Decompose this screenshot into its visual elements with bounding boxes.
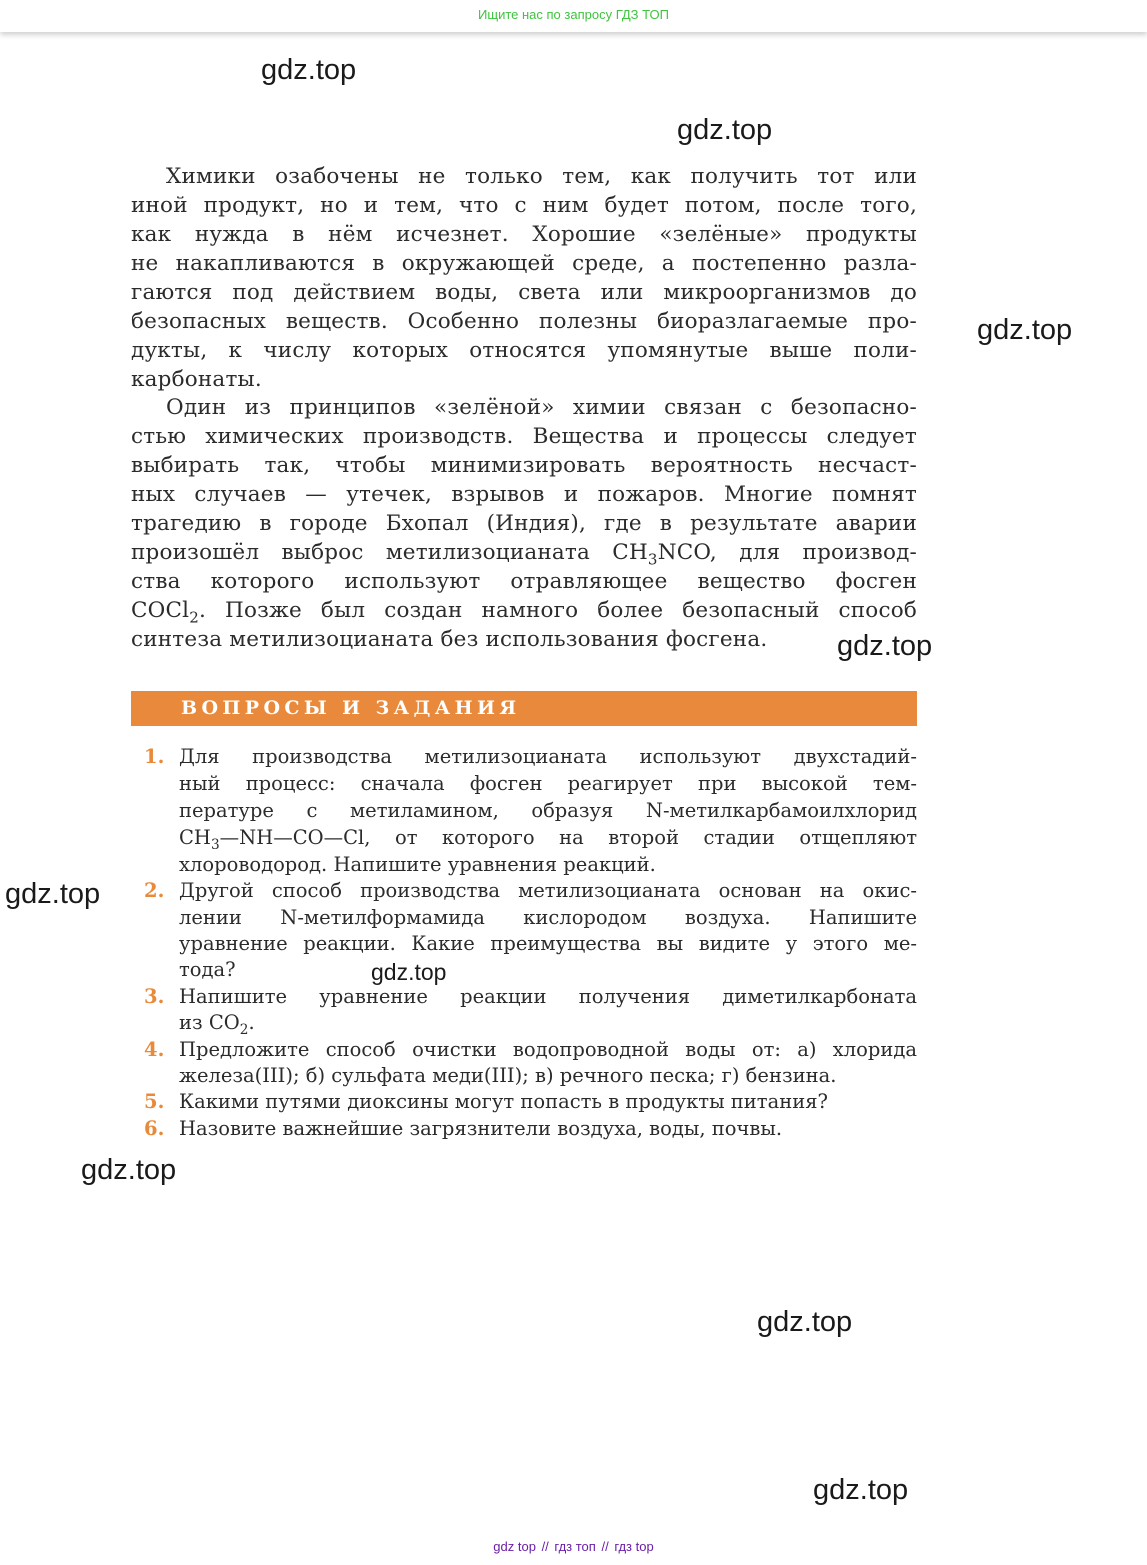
watermark: gdz.top bbox=[757, 1306, 853, 1338]
question-line: Напишите уравнение реакции получения диметилкарбоната bbox=[179, 985, 917, 1008]
question-number: 5. bbox=[144, 1090, 165, 1113]
question-line: Назовите важнейшие загрязнители воздуха, воды, почвы. bbox=[179, 1117, 783, 1140]
question-line: ный процесс: сначала фосген реагирует при высокой тем- bbox=[179, 772, 917, 795]
text-line bbox=[131, 538, 917, 567]
question-line: Предложите способ очистки водопроводной воды от: а) хлорида bbox=[179, 1038, 917, 1061]
subscript: 3 bbox=[210, 836, 220, 853]
question-line: пературе с метиламином, образуя N-метилкарбамоилхлорид bbox=[179, 799, 917, 822]
subscript: 2 bbox=[189, 608, 199, 627]
text-line: не накапливаются в окружающей среде, а постепенно разла- bbox=[131, 251, 917, 276]
text-segment: из CO bbox=[179, 1011, 240, 1034]
subscript: 2 bbox=[239, 1021, 249, 1038]
text-segment: NCO, для производ- bbox=[657, 540, 917, 565]
subscript: 3 bbox=[647, 550, 658, 569]
text-line: карбонаты. bbox=[131, 367, 262, 392]
watermark: gdz.top bbox=[977, 314, 1073, 346]
question-line: Другой способ производства метилизоцианата основан на окис- bbox=[179, 879, 917, 902]
question-line bbox=[179, 825, 917, 851]
question-number: 4. bbox=[144, 1038, 165, 1061]
footer-separator: // bbox=[541, 1539, 549, 1554]
text-segment: произошёл выброс метилизоцианата CH bbox=[131, 540, 648, 565]
text-line: Химики озабочены не только тем, как получить тот или bbox=[166, 164, 917, 189]
text-line: гаются под действием воды, света или микроорганизмов до bbox=[131, 280, 917, 305]
watermark: gdz.top bbox=[371, 959, 447, 985]
watermark: gdz.top bbox=[837, 630, 933, 662]
watermark: gdz.top bbox=[81, 1154, 177, 1186]
watermark: gdz.top bbox=[5, 878, 101, 910]
footer-links bbox=[0, 1539, 1147, 1554]
watermark: gdz.top bbox=[813, 1474, 909, 1506]
question-line: тода? bbox=[179, 958, 236, 981]
text-segment: . bbox=[248, 1011, 255, 1034]
text-line: трагедию в городе Бхопал (Индия), где в результате аварии bbox=[131, 511, 917, 536]
watermark: gdz.top bbox=[677, 114, 773, 146]
text-segment: COCl bbox=[131, 598, 190, 623]
text-segment: —NH—CO—Cl, от которого на второй стадии отщепляют bbox=[219, 826, 917, 849]
question-line: хлороводород. Напишите уравнения реакций. bbox=[179, 853, 656, 876]
footer-link-gdz-top-mixed[interactable]: гдз top bbox=[614, 1539, 654, 1554]
question-line: лении N-метилформамида кислородом воздуха. Напишите bbox=[179, 906, 917, 929]
question-line bbox=[179, 1010, 917, 1036]
text-line: дукты, к числу которых относятся упомянутые выше поли- bbox=[131, 338, 917, 363]
text-line: ства которого используют отравляющее вещество фосген bbox=[131, 569, 917, 594]
footer-link-gdz-top-ru[interactable]: гдз топ bbox=[554, 1539, 596, 1554]
section-header bbox=[131, 691, 917, 726]
question-line: Какими путями диоксины могут попасть в продукты питания? bbox=[179, 1090, 828, 1113]
question-number: 1. bbox=[144, 745, 165, 768]
text-line bbox=[131, 596, 917, 625]
text-segment: . Позже был создан намного более безопасный способ bbox=[199, 598, 917, 623]
text-line: иной продукт, но и тем, что с ним будет потом, после того, bbox=[131, 193, 917, 218]
top-banner bbox=[0, 0, 1147, 32]
text-line: безопасных веществ. Особенно полезны биоразлагаемые про- bbox=[131, 309, 917, 334]
question-line: железа(III); б) сульфата меди(III); в) речного песка; г) бензина. bbox=[179, 1064, 837, 1087]
question-line: Для производства метилизоцианата используют двухстадий- bbox=[179, 745, 917, 768]
question-number: 6. bbox=[144, 1117, 165, 1140]
text-line: ных случаев — утечек, взрывов и пожаров. Многие помнят bbox=[131, 482, 917, 507]
text-line: Один из принципов «зелёной» химии связан с безопасно- bbox=[166, 395, 917, 420]
top-banner-text: Ищите нас по запросу ГДЗ ТОП bbox=[478, 7, 669, 22]
question-number: 2. bbox=[144, 879, 165, 902]
question-number: 3. bbox=[144, 985, 165, 1008]
text-segment: CH bbox=[179, 826, 211, 849]
text-line: стью химических производств. Вещества и процессы следует bbox=[131, 424, 917, 449]
text-line: выбирать так, чтобы минимизировать вероятность несчаст- bbox=[131, 453, 917, 478]
watermark: gdz.top bbox=[261, 54, 357, 86]
text-line: синтеза метилизоцианата без использования фосгена. bbox=[131, 627, 768, 652]
footer-separator: // bbox=[601, 1539, 609, 1554]
text-line: как нужда в нём исчезнет. Хорошие «зелёные» продукты bbox=[131, 222, 917, 247]
section-title: ВОПРОСЫ И ЗАДАНИЯ bbox=[181, 697, 521, 719]
footer-link-gdz-top[interactable]: gdz top bbox=[493, 1539, 536, 1554]
question-line: уравнение реакции. Какие преимущества вы видите у этого ме- bbox=[179, 932, 917, 955]
